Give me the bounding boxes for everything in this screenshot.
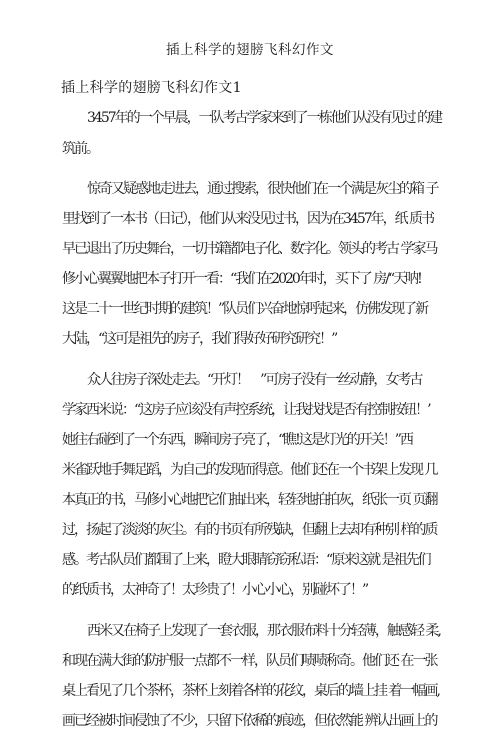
text-line: 早已退出了历史舞台，一切书籍都电子化、数字化。领头的考古 学家马 (62, 241, 437, 257)
text-line: 里找到了一本书（日记），他们从来没见过书，因为在3457年，纸 质书 (62, 211, 434, 227)
text-line: 众人往房子深处走去。“开灯！ ”可房子没有一丝动静，女考古 (87, 372, 422, 388)
text-line: 米雀跃地手舞足蹈，为自己的发现而得意。他们还在一个书架上发现 几 (62, 462, 437, 478)
text-line: 的纸质书，太神奇了！太珍贵了！小心小心，别碰坏了！” (62, 582, 368, 598)
text-line: 修小心翼翼地把本子打开一看：“我们在2020年时，买下了 房/“天呐! (62, 271, 421, 287)
text-line: 西米又在椅子上发现了一套衣服，那衣服布料十分轻薄，触感轻 柔, (87, 623, 440, 639)
text-line: 大陆，“这可是祖先的房子，我们得好好研究研究！” (62, 331, 337, 347)
text-line: 画已经被时间侵蚀了不少，只留下依稀的痕迹，但依然能 辨认出画上的 (62, 713, 437, 729)
text-line: 桌上看见了几个茶杯，茶杯上刻着各样的花纹，桌后的墙上挂 着一幅画, (62, 683, 439, 699)
text-line: 筑前。 (62, 141, 98, 157)
text-line: 3457年的一个早晨，一队考古学家来到了一栋他们从没有见过 的建 (87, 110, 442, 126)
essay-subtitle: 插上科学的翅膀飞科幻作文1 (61, 80, 242, 96)
text-line: 学家西米说：“这房子应该没有声控系统，让我找找是否有控制按钮！’ (62, 402, 430, 418)
text-line: 过，扬起了淡淡的灰尘。有的书页有所残缺，但翻上去却有种别 样的质 (62, 522, 437, 538)
text-line: 她往右碰到了一个东西，瞬间房子亮了，“瞧!这是灯光的开关！”西 (62, 432, 412, 448)
text-line: 这是二十一世纪时期的建筑！”队员们兴奋地惊呼起来，仿佛发现了新 (62, 301, 428, 317)
text-line: 和现在满大街的防护服一点都不一样，队员们啧啧称奇。他们还 在一张 (62, 653, 437, 669)
text-line: 本真正的书，马修小心地把它们抽出来，轻轻地拍拍灰，纸张一页 页翻 (62, 492, 437, 508)
text-line: 感。考古队员们都围了上来，瞪大眼睛窃窃私语：“原来这就 是祖先们 (62, 552, 430, 568)
document-title: 插上科学的翅膀飞科幻作文 (166, 42, 334, 58)
text-line: 惊奇又疑惑地走进去，通过搜索，很快他们在一个满是灰尘的箱 子 (87, 181, 438, 197)
